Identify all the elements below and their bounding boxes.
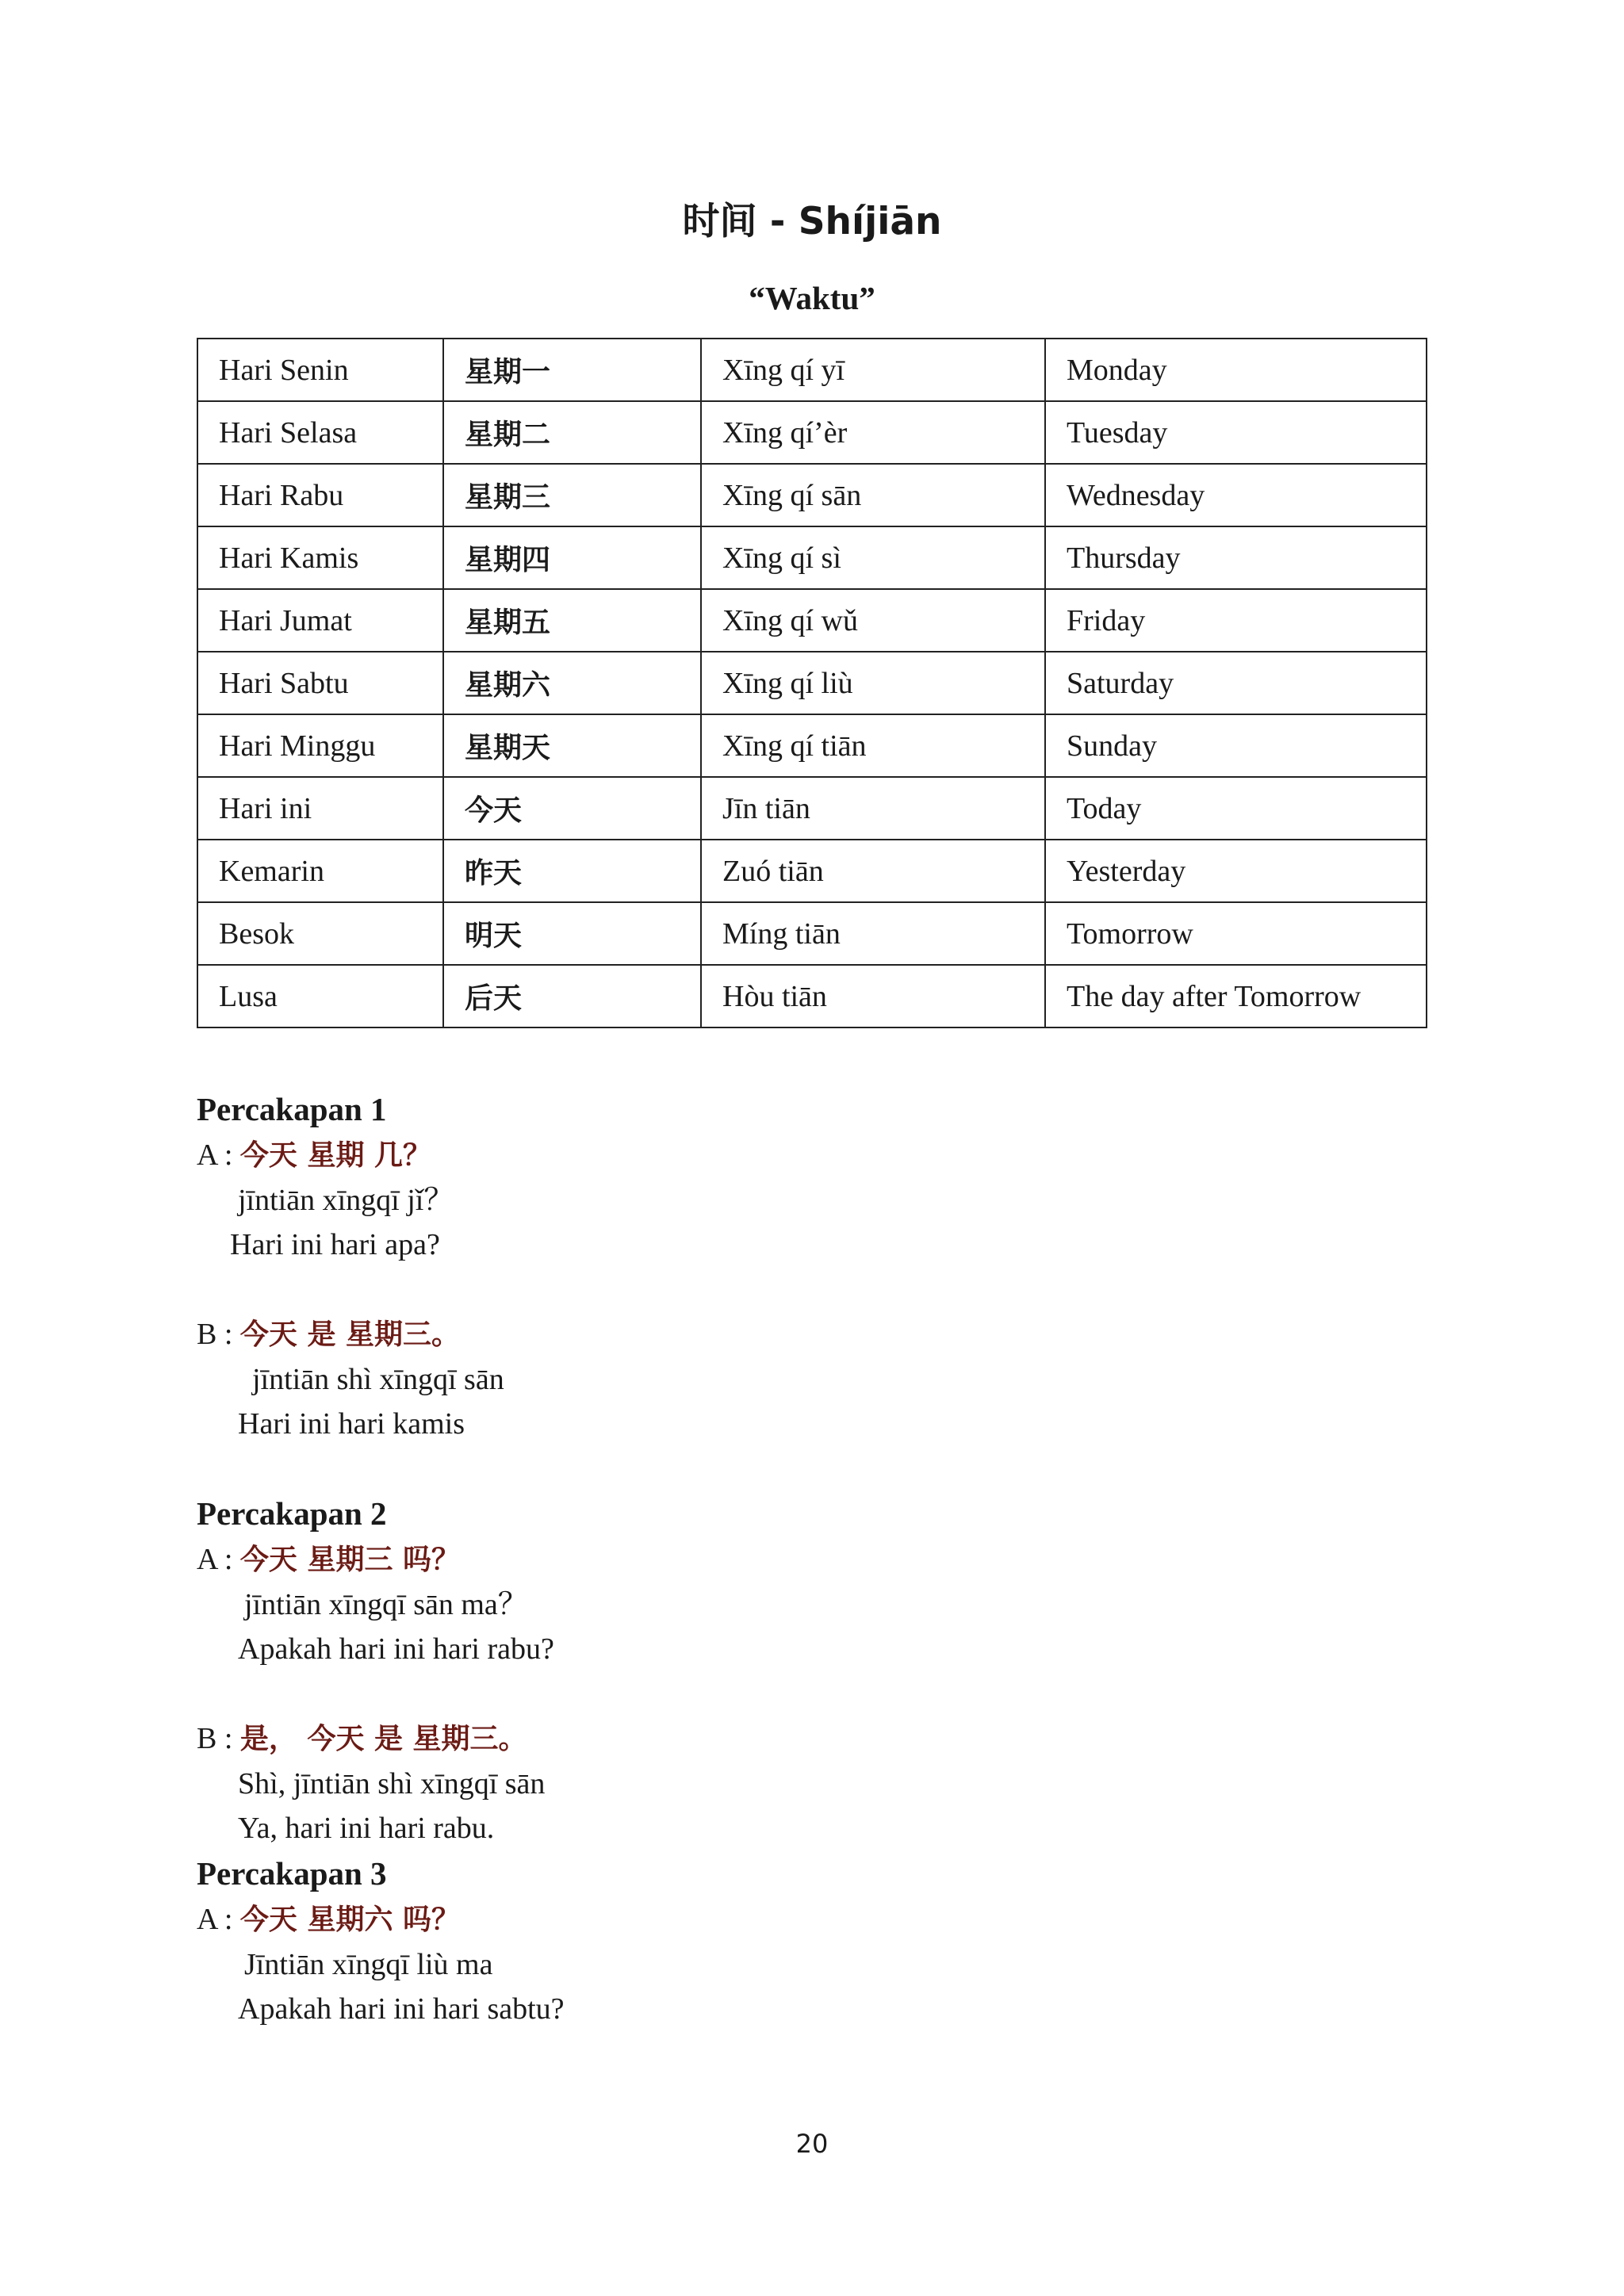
english-cell: Thursday [1045,526,1427,589]
chinese-cell: 星期三 [443,464,701,526]
indonesian-cell: Hari Rabu [197,464,443,526]
dialog-line [197,1311,1465,1357]
chinese-cell: 星期一 [443,339,701,401]
table-row [197,652,1427,714]
table-row [197,464,1427,526]
chinese-sentence: 今天 星期三 吗？ [239,1544,460,1576]
english-cell: Saturday [1045,652,1427,714]
chinese-sentence: 今天 星期六 吗？ [239,1904,460,1936]
indonesian-cell: Lusa [197,965,443,1027]
chinese-cell: 星期二 [443,401,701,464]
speaker-label: A : [197,1138,233,1172]
indonesian-cell: Besok [197,902,443,965]
english-cell: Sunday [1045,714,1427,777]
dialog-line [197,1536,1465,1582]
chinese-cell: 昨天 [443,840,701,902]
pinyin-cell: Xīng qí tiān [701,714,1045,777]
page-subtitle: “Waktu” [749,280,875,316]
english-cell: Friday [1045,589,1427,652]
chinese-sentence: 今天 是 星期三。 [239,1318,460,1351]
pinyin-line: Jīntiān xīngqī liù ma [244,1948,493,1981]
chinese-cell: 星期天 [443,714,701,777]
table-row [197,840,1427,902]
chinese-cell: 星期六 [443,652,701,714]
chinese-cell: 星期四 [443,526,701,589]
chinese-sentence: 今天 星期 几？ [239,1139,431,1172]
translation-line: Hari ini hari kamis [238,1407,465,1441]
english-cell: Tuesday [1045,401,1427,464]
indonesian-cell: Hari Senin [197,339,443,401]
translation-line: Apakah hari ini hari sabtu? [238,1992,565,2026]
indonesian-cell: Hari Sabtu [197,652,443,714]
english-cell: Wednesday [1045,464,1427,526]
page-title: 时间 - Shíjiān [682,200,942,243]
pinyin-cell: Xīng qí liù [701,652,1045,714]
table-row [197,777,1427,840]
dialog-line [197,1716,1465,1762]
pinyin-line: jīntiān xīngqī jǐ？ [238,1184,454,1217]
table-row [197,714,1427,777]
indonesian-cell: Hari Jumat [197,589,443,652]
chinese-cell: 明天 [443,902,701,965]
pinyin-cell: Xīng qí wǔ [701,589,1045,652]
pinyin-cell: Jīn tiān [701,777,1045,840]
indonesian-cell: Kemarin [197,840,443,902]
conversation-heading: Percakapan 2 [197,1495,387,1532]
dialog-line [197,1896,1465,1942]
chinese-cell: 今天 [443,777,701,840]
speaker-label: A : [197,1903,233,1936]
conversations-section [197,1086,1465,2031]
pinyin-line: jīntiān xīngqī sān ma？ [244,1588,528,1621]
vocabulary-table [197,338,1427,1028]
pinyin-line: Shì, jīntiān shì xīngqī sān [238,1767,546,1800]
pinyin-line: jīntiān shì xīngqī sān [252,1363,504,1396]
pinyin-cell: Hòu tiān [701,965,1045,1027]
indonesian-cell: Hari Minggu [197,714,443,777]
dialog-line [197,1132,1465,1178]
english-cell: Tomorrow [1045,902,1427,965]
page-number: 20 [795,2129,829,2159]
translation-line: Apakah hari ini hari rabu? [238,1632,554,1666]
pinyin-cell: Xīng qí yī [701,339,1045,401]
table-row [197,526,1427,589]
table-row [197,401,1427,464]
conversation-heading: Percakapan 3 [197,1855,387,1892]
pinyin-cell: Xīng qí’èr [701,401,1045,464]
pinyin-cell: Zuó tiān [701,840,1045,902]
indonesian-cell: Hari Kamis [197,526,443,589]
translation-line: Hari ini hari apa? [230,1228,440,1261]
indonesian-cell: Hari ini [197,777,443,840]
speaker-label: A : [197,1543,233,1576]
table-row [197,589,1427,652]
table-row [197,339,1427,401]
pinyin-cell: Xīng qí sì [701,526,1045,589]
chinese-sentence: 是， 今天 是 星期三。 [239,1723,527,1755]
speaker-label: B : [197,1318,233,1351]
table-row [197,965,1427,1027]
speaker-label: B : [197,1722,233,1755]
english-cell: Yesterday [1045,840,1427,902]
table-row [197,902,1427,965]
english-cell: Monday [1045,339,1427,401]
english-cell: Today [1045,777,1427,840]
chinese-cell: 后天 [443,965,701,1027]
english-cell: The day after Tomorrow [1045,965,1427,1027]
conversation-heading: Percakapan 1 [197,1091,387,1127]
chinese-cell: 星期五 [443,589,701,652]
translation-line: Ya, hari ini hari rabu. [238,1812,495,1845]
indonesian-cell: Hari Selasa [197,401,443,464]
pinyin-cell: Xīng qí sān [701,464,1045,526]
pinyin-cell: Míng tiān [701,902,1045,965]
